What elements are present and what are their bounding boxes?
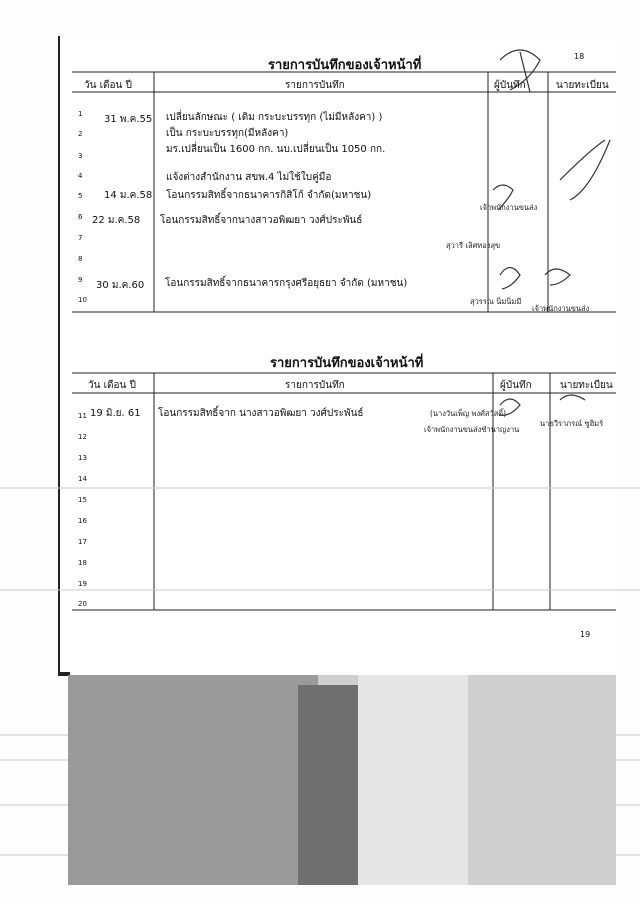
row-number: 19 [78,580,87,588]
row-number: 13 [78,454,87,462]
row-number: 2 [78,130,83,138]
entry-text: โอนกรรมสิทธิ์จาก นางสาวอพิฒยา วงศ์ประพันธ์ [158,408,364,419]
bottom-page-number: 19 [580,630,591,639]
row-number: 1 [78,110,83,118]
top-page-number: 18 [574,52,585,61]
col-recorder: ผู้บันทึก [500,380,532,391]
col-recorder: ผู้บันทึก [494,80,526,91]
row-number: 9 [78,276,83,284]
signature-caption: เจ้าพนักงานขนส่ง [480,203,538,212]
entry-date: 31 พ.ค.55 [104,114,153,125]
entry-text: โอนกรรมสิทธิ์จากธนาคารกิสิโก้ จำกัด(มหาชน) [166,190,372,201]
signature-caption: (นางวันเพ็ญ พงศ์สวัสดิ์) [430,409,507,418]
scan-backing [68,675,616,885]
signature-caption: นายวีราภรณ์ ซูฮิมร์ [540,419,604,428]
entry-text: มร.เปลี่ยนเป็น 1600 กก. นบ.เปลี่ยนเป็น 1050 กก. [166,144,386,155]
entry-date: 30 ม.ค.60 [96,280,145,291]
signature-caption: สุวารี เลิศทองสุข [446,241,501,250]
row-number: 14 [78,475,87,483]
col-registrar: นายทะเบียน [560,380,613,391]
col-registrar: นายทะเบียน [556,80,609,91]
col-record: รายการบันทึก [285,80,345,91]
row-number: 5 [78,192,83,200]
col-record: รายการบันทึก [285,380,345,391]
entry-text: เปลี่ยนลักษณะ ( เดิม กระบะบรรทุก (ไม่มีหลังคา) ) [166,112,383,123]
row-number: 18 [78,559,87,567]
entry-text: โอนกรรมสิทธิ์จากนางสาวอพิฒยา วงศ์ประพันธ์ [160,215,363,226]
row-number: 10 [78,296,87,304]
row-number: 7 [78,234,83,242]
row-number: 15 [78,496,87,504]
row-number: 12 [78,433,87,441]
entry-date: 14 ม.ค.58 [104,190,153,201]
row-number: 16 [78,517,87,525]
row-number: 17 [78,538,87,546]
entry-date: 19 มิ.ย. 61 [90,408,141,419]
row-number: 4 [78,172,83,180]
signature-caption: เจ้าพนักงานขนส่งชำนาญงาน [424,425,520,434]
entry-text: แจ้งต่างสำนักงาน สขพ.4 ไม่ใช้ใบคู่มือ [166,172,332,183]
signature-caption: เจ้าพนักงานขนส่ง [532,304,590,313]
row-number: 8 [78,255,83,263]
row-number: 3 [78,152,83,160]
light-fold-area [358,675,468,885]
top-table-title: รายการบันทึกของเจ้าหน้าที่ [268,58,422,73]
col-date: วัน เดือน ปี [88,380,136,391]
bottom-table-title: รายการบันทึกของเจ้าหน้าที่ [270,356,424,371]
entry-text: โอนกรรมสิทธิ์จากธนาคารกรุงศรีอยุธยา จำกัด (มหาชน) [165,278,408,289]
dark-fold-area [68,675,318,885]
col-date: วัน เดือน ปี [84,80,132,91]
entry-text: เป็น กระบะบรรทุก(มีหลังคา) [166,128,289,139]
row-number: 11 [78,412,87,420]
signature-caption: สุวรรณ นิ่มนิ่มมี [470,297,522,306]
entry-date: 22 ม.ค.58 [92,215,141,226]
row-number: 20 [78,600,87,608]
row-number: 6 [78,213,83,221]
